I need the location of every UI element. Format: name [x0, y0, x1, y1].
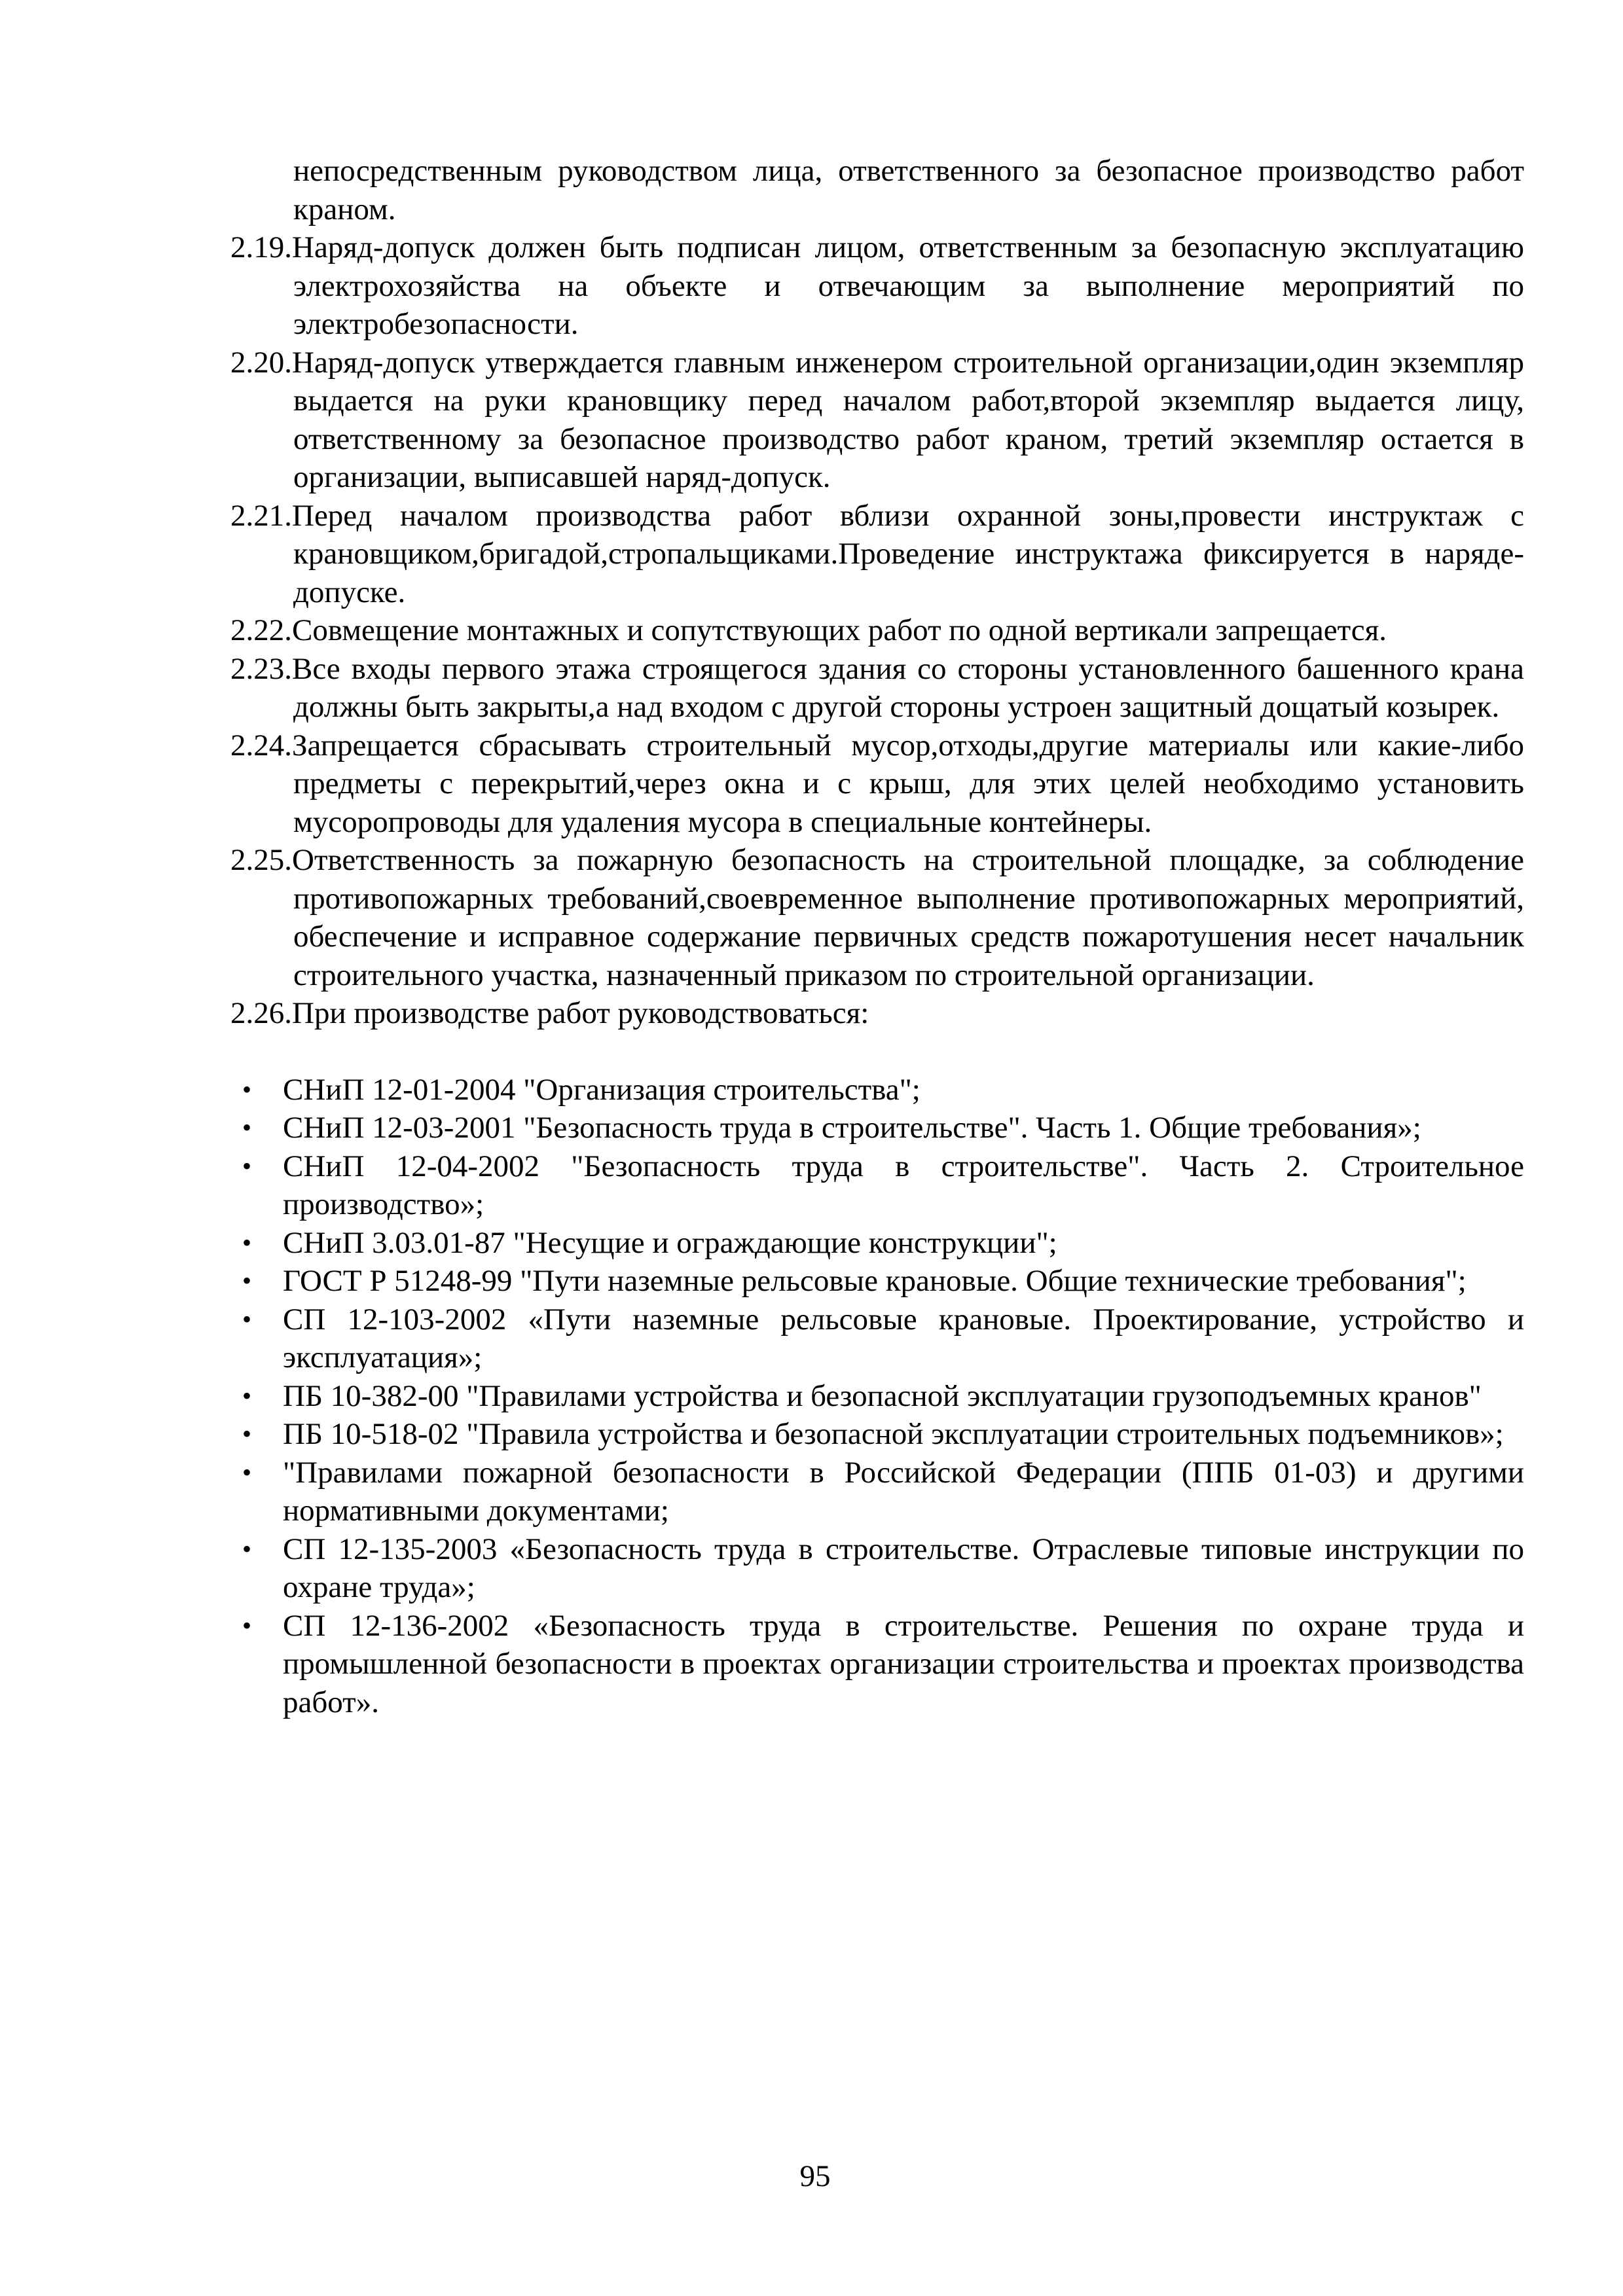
bullet-icon: • [242, 1113, 252, 1142]
bullet-icon: • [242, 1227, 252, 1257]
reference-item [230, 1262, 1524, 1300]
paragraph-2-25 [230, 841, 1524, 994]
reference-item [230, 1300, 1524, 1377]
bullet-icon: • [242, 1266, 252, 1295]
bullet-icon: • [242, 1457, 252, 1487]
reference-text: СНиП 12-01-2004 "Организация строительства"; [283, 1072, 921, 1107]
reference-item [230, 1224, 1524, 1263]
paragraph-number: 2.22. [230, 613, 292, 647]
bullet-icon: • [242, 1534, 252, 1564]
bullet-icon: • [242, 1610, 252, 1640]
paragraph-text: При производстве работ руководствоваться: [292, 996, 869, 1030]
reference-text: СНиП 12-04-2002 "Безопасность труда в строительстве". Часть 2. Строительное производство»; [283, 1149, 1524, 1221]
reference-text: ПБ 10-382-00 "Правилами устройства и безопасной эксплуатации грузоподъемных кранов" [283, 1378, 1482, 1413]
paragraph-2-19 [230, 228, 1524, 344]
paragraph-number: 2.24. [230, 728, 292, 762]
reference-text: СНиП 3.03.01-87 "Несущие и ограждающие конструкции"; [283, 1225, 1057, 1260]
reference-item [230, 1607, 1524, 1722]
paragraph-number: 2.26. [230, 996, 292, 1030]
paragraph-text: Наряд-допуск должен быть подписан лицом, ответственным за безопасную эксплуатацию электрохозяйства на объекте и отвечающим за выполнение мероприятий по электробезопасности. [292, 230, 1524, 341]
bullet-icon: • [242, 1419, 252, 1448]
reference-text: ГОСТ Р 51248-99 "Пути наземные рельсовые крановые. Общие технические требования"; [283, 1264, 1467, 1298]
paragraph-text: непосредственным руководством лица, ответственного за безопасное производство работ краном. [293, 154, 1524, 226]
paragraph-number: 2.23. [230, 651, 292, 686]
paragraph-text: Наряд-допуск утверждается главным инженером строительной организации,один экземпляр выдается на руки крановщику перед началом работ,второй экземпляр выдается лицу, ответственному за безопасное производство работ краном, третий экземпляр остается в организации, выписавшей наряд-допуск. [292, 345, 1524, 494]
paragraph-number: 2.25. [230, 843, 292, 877]
reference-item [230, 1377, 1524, 1416]
reference-text: ПБ 10-518-02 "Правила устройства и безопасной эксплуатации строительных подъемников»; [283, 1417, 1504, 1451]
reference-text: СП 12-103-2002 «Пути наземные рельсовые крановые. Проектирование, устройство и эксплуатация»; [283, 1302, 1524, 1374]
paragraph-2-26 [230, 994, 1524, 1033]
reference-item [230, 1454, 1524, 1530]
paragraph-number: 2.20. [230, 345, 292, 380]
paragraph-2-21 [230, 497, 1524, 612]
reference-list [230, 1071, 1524, 1722]
paragraph-text: Запрещается сбрасывать строительный мусор,отходы,другие материалы или какие-либо предметы с перекрытий,через окна и с крыш, для этих целей необходимо установить мусоропроводы для удаления мусора в специальные контейнеры. [292, 728, 1524, 839]
bullet-icon: • [242, 1380, 252, 1410]
paragraph-continuation [230, 152, 1524, 228]
reference-item [230, 1071, 1524, 1109]
reference-text: СП 12-135-2003 «Безопасность труда в строительстве. Отраслевые типовые инструкции по охране труда»; [283, 1532, 1524, 1604]
reference-item [230, 1530, 1524, 1607]
reference-text: СНиП 12-03-2001 "Безопасность труда в строительстве". Часть 1. Общие требования»; [283, 1111, 1421, 1145]
paragraph-text: Совмещение монтажных и сопутствующих работ по одной вертикали запрещается. [292, 613, 1387, 647]
paragraph-number: 2.21. [230, 498, 292, 533]
page-number: 95 [799, 2159, 831, 2193]
bullet-icon: • [242, 1304, 252, 1334]
reference-text: СП 12-136-2002 «Безопасность труда в строительстве. Решения по охране труда и промышленной безопасности в проектах организации строительства и проектах производства работ». [283, 1608, 1524, 1719]
paragraph-2-20 [230, 344, 1524, 497]
paragraph-text: Все входы первого этажа строящегося здания со стороны установленного башенного крана должны быть закрыты,а над входом с другой стороны устроен защитный дощатый козырек. [292, 651, 1524, 724]
document-body [230, 152, 1524, 1721]
reference-text: "Правилами пожарной безопасности в Российской Федерации (ППБ 01-03) и другими нормативными документами; [283, 1455, 1524, 1528]
paragraph-2-22 [230, 611, 1524, 650]
paragraph-2-24 [230, 726, 1524, 842]
bullet-icon: • [242, 1074, 252, 1104]
paragraph-text: Перед началом производства работ вблизи охранной зоны,провести инструктаж с крановщиком,бригадой,стропальщиками.Проведение инструктажа фиксируется в наряде-допуске. [292, 498, 1524, 609]
paragraph-2-23 [230, 650, 1524, 726]
bullet-icon: • [242, 1151, 252, 1181]
paragraph-text: Ответственность за пожарную безопасность на строительной площадке, за соблюдение противопожарных требований,своевременное выполнение противопожарных мероприятий, обеспечение и исправное содержание первичных средств пожаротушения несет начальник строительного участка, назначенный приказом по строительной организации. [292, 843, 1524, 992]
paragraph-number: 2.19. [230, 230, 292, 264]
reference-item [230, 1415, 1524, 1454]
reference-item [230, 1147, 1524, 1224]
reference-item [230, 1109, 1524, 1147]
